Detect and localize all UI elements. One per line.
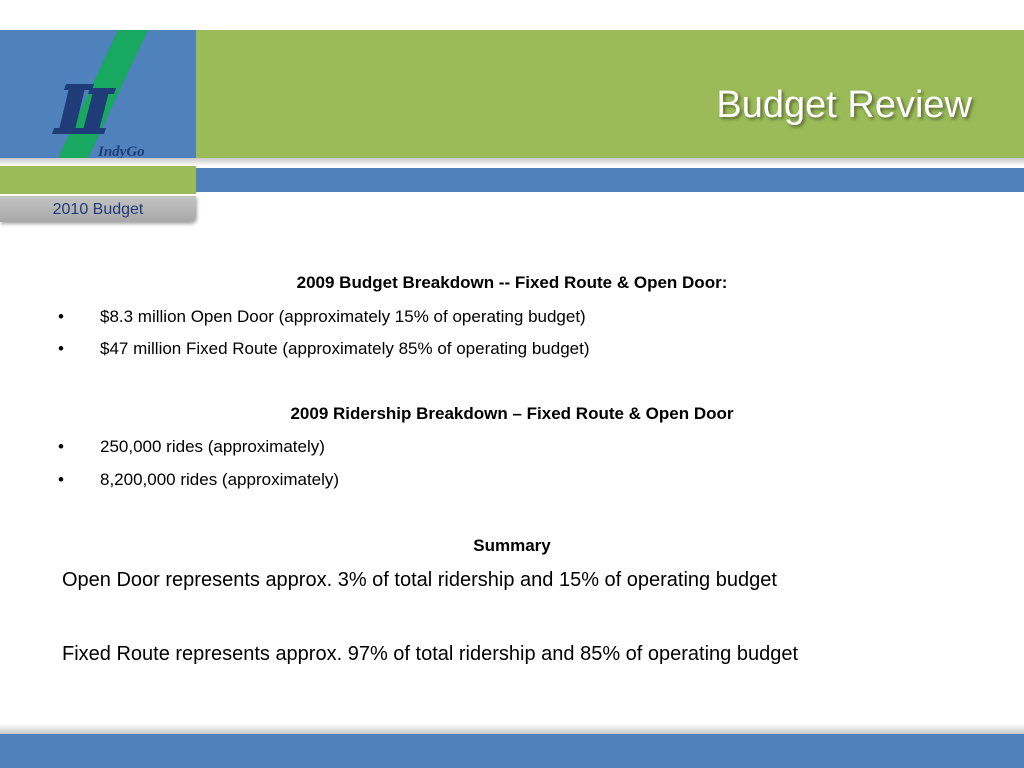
bullet-icon: • [58,437,64,456]
bullet-icon: • [58,307,64,326]
logo-text: IndyGo [98,144,145,158]
list-item: • 250,000 rides (approximately) [58,437,325,456]
section-tab: 2010 Budget [0,196,196,222]
footer-band [0,734,1024,768]
budget-breakdown-heading: 2009 Budget Breakdown -- Fixed Route & Open Door: [296,273,728,292]
list-item: • $8.3 million Open Door (approximately 15% of operating budget) [58,307,586,326]
summary-heading: Summary [473,536,551,555]
summary-paragraph: Fixed Route represents approx. 97% of total ridership and 85% of operating budget [62,643,799,665]
summary-paragraph: Open Door represents approx. 3% of total ridership and 15% of operating budget [62,569,777,591]
bullet-icon: • [58,470,64,489]
list-item: • $47 million Fixed Route (approximately 85% of operating budget) [58,339,590,358]
ridership-breakdown-heading: 2009 Ridership Breakdown – Fixed Route & Open Door [290,404,734,423]
list-item: • 8,200,000 rides (approximately) [58,470,340,489]
bullet-icon: • [58,339,64,358]
footer-shadow [0,724,1024,734]
slide-title: Budget Review [716,84,972,126]
